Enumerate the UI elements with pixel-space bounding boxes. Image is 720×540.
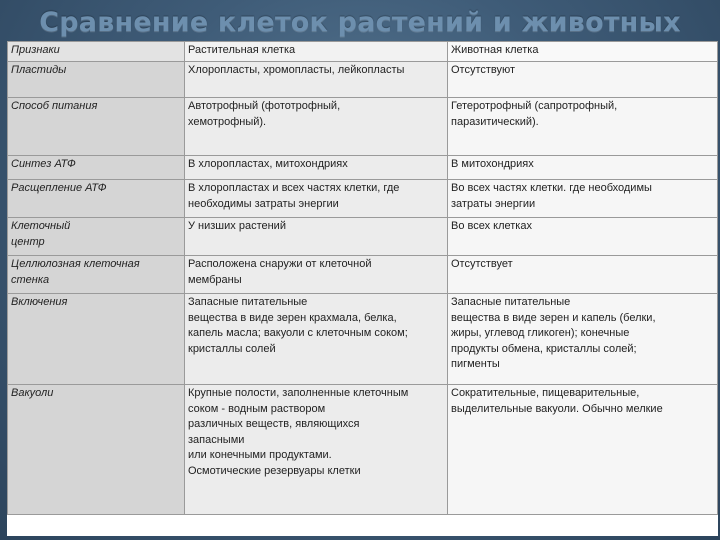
cell-text-line: Осмотические резервуары клетки	[188, 464, 361, 477]
table-row-cell-center	[8, 218, 718, 256]
animal-cell	[448, 98, 718, 156]
table-row-inclusions	[8, 294, 718, 385]
cell-text-line: затраты энергии	[451, 197, 536, 210]
cell-text-line: Расщепление АТФ	[11, 182, 107, 194]
cell-text-line: Вакуоли	[11, 387, 54, 399]
cell-text-line: Крупные полости, заполненные клеточным	[188, 387, 409, 399]
header-plant-cell: Растительная клетка	[185, 42, 448, 62]
cell-text-line: Запасные питательные	[188, 296, 308, 308]
animal-cell	[448, 218, 718, 256]
cell-text-line: Включения	[11, 296, 68, 308]
cell-text-line: Во всех частях клетки. где необходимы	[451, 182, 652, 194]
cell-text-line: Расположена снаружи от клеточной	[188, 258, 372, 270]
animal-cell	[448, 256, 718, 294]
table-row-nutrition	[8, 98, 718, 156]
plant-cell	[185, 98, 448, 156]
plant-cell	[185, 156, 448, 180]
plant-cell	[185, 180, 448, 218]
plant-cell	[185, 294, 448, 385]
animal-cell	[448, 180, 718, 218]
cell-text-line: Целлюлозная клеточная	[11, 258, 140, 270]
cell-text-line: Отсутствует	[451, 258, 513, 270]
feature-cell	[8, 385, 185, 515]
cell-text-line: капель масла; вакуоли с клеточным соком;	[188, 327, 408, 339]
cell-text-line: Отсутствуют	[451, 64, 516, 76]
cell-text-line: выделительные вакуоли. Обычно мелкие	[451, 402, 663, 415]
comparison-table-container	[7, 41, 718, 536]
cell-text-line: запасными	[188, 433, 245, 446]
cell-text-line: хемотрофный).	[188, 115, 267, 128]
plant-cell	[185, 62, 448, 98]
cell-text-line: Запасные питательные	[451, 296, 571, 308]
cell-text-line: В хлоропластах, митохондриях	[188, 158, 348, 170]
cell-text-line: Гетеротрофный (сапротрофный,	[451, 100, 618, 112]
feature-cell	[8, 180, 185, 218]
cell-text-line: центр	[11, 235, 45, 248]
cell-text-line: продукты обмена, кристаллы солей;	[451, 342, 637, 355]
table-row-atp-breakdown	[8, 180, 718, 218]
cell-text-line: Сократительные, пищеварительные,	[451, 387, 640, 399]
cell-text-line: Синтез АТФ	[11, 158, 76, 170]
animal-cell	[448, 294, 718, 385]
feature-cell	[8, 98, 185, 156]
plant-cell	[185, 256, 448, 294]
cell-text-line: вещества в виде зерен крахмала, белка,	[188, 311, 397, 324]
feature-cell	[8, 218, 185, 256]
cell-text-line: Клеточный	[11, 220, 71, 232]
animal-cell	[448, 156, 718, 180]
cell-text-line: Во всех клетках	[451, 220, 532, 232]
feature-cell	[8, 156, 185, 180]
table-body	[8, 42, 718, 515]
cell-text-line: В митохондриях	[451, 158, 534, 170]
cell-text-line: или конечными продуктами.	[188, 449, 332, 461]
cell-text-line: стенка	[11, 273, 50, 286]
header-features: Признаки	[8, 42, 185, 62]
cell-text-line: кристаллы солей	[188, 342, 276, 355]
cell-text-line: вещества в виде зерен и капель (белки,	[451, 311, 656, 324]
animal-cell	[448, 62, 718, 98]
table-row-plastids	[8, 62, 718, 98]
cell-text-line: необходимы затраты энергии	[188, 197, 339, 210]
table-row-cellulose-wall	[8, 256, 718, 294]
header-animal-cell: Животная клетка	[448, 42, 718, 62]
slide-title: Сравнение клеток растений и животных	[39, 7, 681, 38]
cell-text-line: паразитический).	[451, 115, 539, 128]
feature-cell	[8, 256, 185, 294]
table-row-vacuoles	[8, 385, 718, 515]
table-row-atp-synthesis	[8, 156, 718, 180]
cell-text-line: Пластиды	[11, 64, 67, 76]
cell-text-line: Автотрофный (фототрофный,	[188, 100, 341, 112]
feature-cell	[8, 62, 185, 98]
cell-text-line: У низших растений	[188, 220, 286, 232]
cell-text-line: соком - водным раствором	[188, 402, 326, 415]
table-header-row	[8, 42, 718, 62]
plant-cell	[185, 218, 448, 256]
cell-text-line: мембраны	[188, 273, 242, 286]
comparison-table	[7, 41, 718, 515]
cell-text-line: различных веществ, являющихся	[188, 418, 360, 430]
cell-text-line: Хлоропласты, хромопласты, лейкопласты	[188, 64, 405, 76]
animal-cell	[448, 385, 718, 515]
cell-text-line: Способ питания	[11, 100, 98, 112]
plant-cell	[185, 385, 448, 515]
cell-text-line: В хлоропластах и всех частях клетки, где	[188, 182, 400, 194]
feature-cell	[8, 294, 185, 385]
cell-text-line: жиры, углевод гликоген); конечные	[451, 327, 630, 339]
cell-text-line: пигменты	[451, 358, 500, 370]
